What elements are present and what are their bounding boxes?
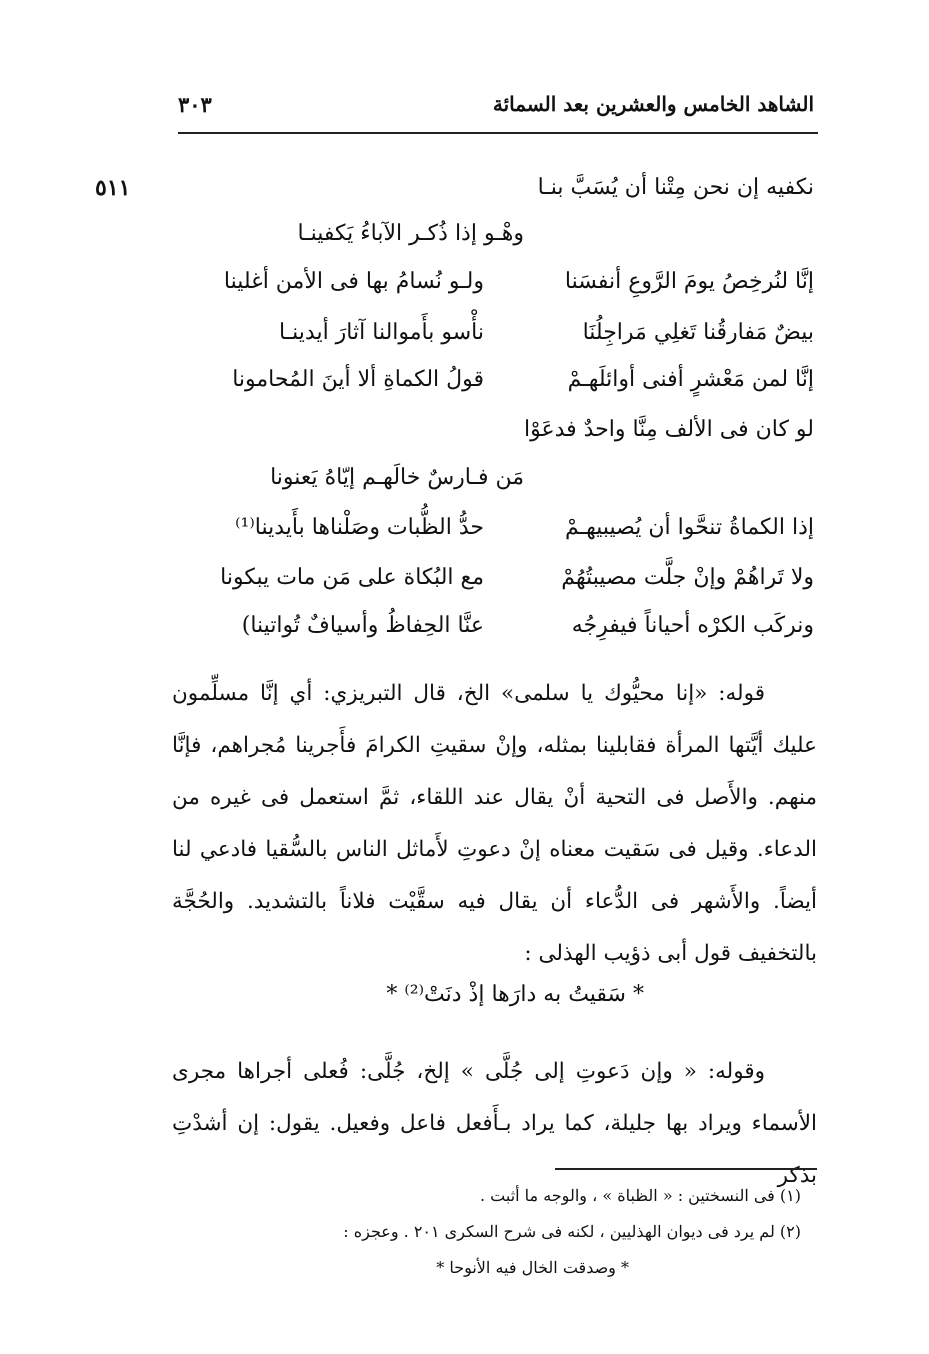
footnote: (٢) لم يرد فى ديوان الهذليين ، لكنه فى شرح السكرى ٢٠١ . وعجزه : — [343, 1222, 801, 1241]
poem-hemistich-second: قولُ الكماةِ ألا أينَ المُحامونا — [232, 367, 484, 392]
poem-hemistich-second: عنَّا الحِفاظُ وأسيافٌ تُواتينا) — [241, 613, 484, 638]
poem-line-text: وهْـو إذا ذُكـر الآباءُ يَكفينـا — [297, 221, 524, 246]
footnote-verse: * وصدقت الخال فيه الأنوحا * — [436, 1258, 629, 1277]
commentary-text: وقوله: « وإن دَعوتِ إلى جُلَّى » إلخ، جُلَّى: فُعلى أجراها مجرى الأسماء ويراد بها جليلة، كما يراد بـأَفعل فاعل وفعيل. يقول: إن أشدْتِ بذكر — [172, 1059, 817, 1188]
poem-line — [174, 458, 814, 508]
commentary-paragraph — [172, 668, 817, 980]
poem-line — [174, 214, 814, 264]
footnote: (١) فى النسختين : « الظباة » ، والوجه ما أثبت . — [479, 1186, 801, 1205]
poem-verse — [174, 508, 814, 558]
poem-verse — [174, 313, 814, 363]
poem-hemistich-first: ولا تَراهُمْ وإنْ جلَّت مصيبتُهُمْ — [561, 565, 814, 590]
poem-hemistich-first: إنَّا لمن مَعْشرٍ أفنى أوائلَهـمْ — [567, 367, 814, 392]
poem-hemistich-second: ولـو نُسامُ بها فى الأمن أغلينا — [223, 269, 484, 294]
poem-verse — [174, 606, 814, 656]
poem-verse — [174, 262, 814, 312]
poem-hemistich-first: ونركَب الكرْه أحياناً فيفرِجُه — [571, 613, 814, 638]
poem-line-text: نكفيه إن نحن مِتْنا أن يُسَبَّ بنـا — [537, 175, 814, 200]
poem-line — [174, 410, 814, 460]
commentary-paragraph — [172, 1046, 817, 1202]
poem-hemistich-second: نأْسو بأَموالنا آثارَ أيدينـا — [279, 320, 484, 345]
page-number: ٣٠٣ — [178, 92, 212, 117]
footnote-rule — [555, 1168, 817, 1170]
poem-verse — [174, 558, 814, 608]
header-rule — [178, 132, 818, 134]
poem-hemistich-first: إذا الكماةُ تنحَّوا أن يُصيبيهـمْ — [565, 515, 814, 540]
margin-number: ٥١١ — [95, 175, 131, 201]
poem-hemistich-second: مع البُكاة على مَن مات يبكونا — [220, 565, 484, 590]
commentary-text: قوله: «إنا محيُّوك يا سلمى» الخ، قال التبريزي: أي إنَّا مسلِّمون عليك أيَّتها المرأة فقابلينا بمثله، وإنْ سقيتِ الكرامَ فأَجرينا مُجراهم، فإنَّا منهم. والأَصل فى التحية أنْ يقال عند اللقاء، ثمَّ استعمل فى غيره من الدعاء. وقيل فى سَقيت معناه إنْ دعوتِ لأَماثل الناس بالسُّقيا فادعي لنا أيضاً. والأَشهر فى الدُّعاء أن يقال فيه سقَّيْت فلاناً بالتشديد. والحُجَّة بالتخفيف قول أبى ذؤيب الهذلى : — [172, 681, 817, 966]
poem-hemistich-first: بيضٌ مَفارقُنا تَغلِي مَراجِلُنَا — [582, 320, 814, 345]
quoted-verse: * سَقيتُ به دارَها إذْ دنَتْ⁽²⁾ * — [386, 982, 644, 1007]
poem-verse — [174, 360, 814, 410]
poem-hemistich-first: إنَّا لنُرخِصُ يومَ الرَّوعِ أنفسَنا — [564, 269, 814, 294]
running-title: الشاهد الخامس والعشرين بعد السمائة — [492, 92, 814, 116]
poem-hemistich-second: حدُّ الظُّبات وصَلْناها بأَيدينا⁽¹⁾ — [235, 515, 484, 540]
poem-line-text: مَن فـارسٌ خالَهـم إيّاهُ يَعنونا — [270, 465, 524, 490]
poem-line-text: لو كان فى الألف مِنَّا واحدٌ فدعَوْا — [523, 417, 814, 442]
poem-line — [174, 168, 814, 218]
